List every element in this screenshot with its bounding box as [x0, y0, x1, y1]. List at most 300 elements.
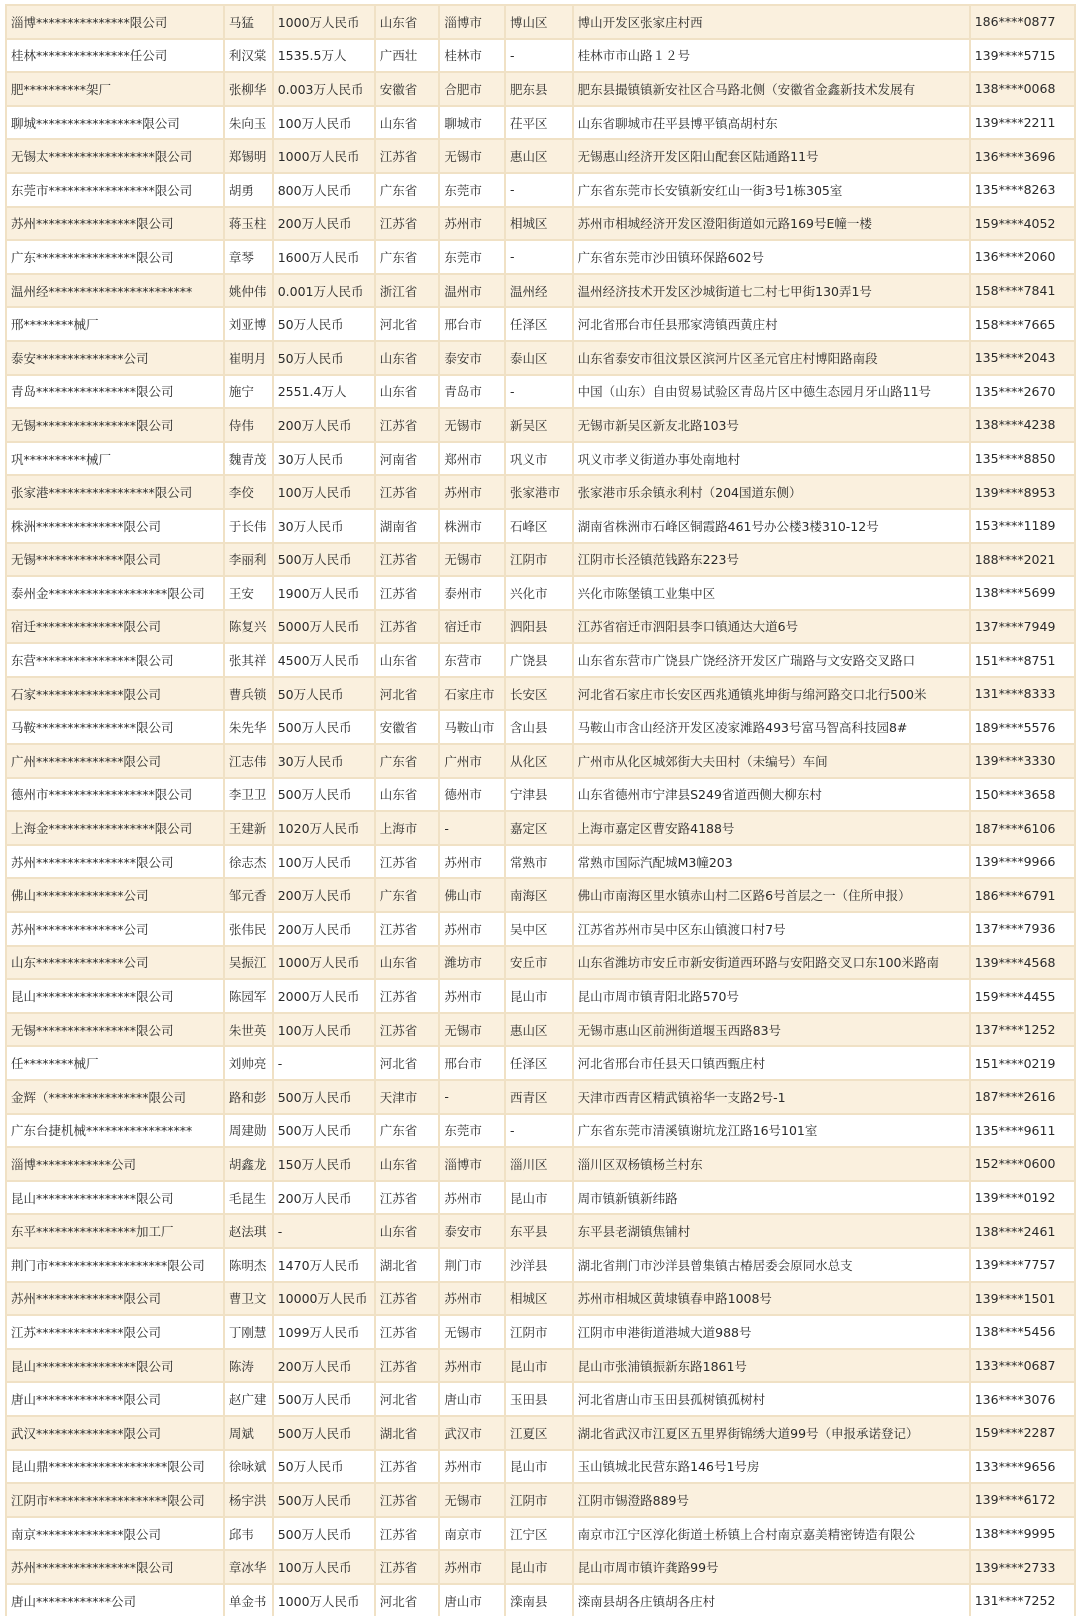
legal-rep-cell: 李卫卫 — [225, 779, 272, 811]
legal-rep-cell: 赵广建 — [225, 1383, 272, 1415]
phone-cell: 131****7252 — [971, 1585, 1074, 1617]
province-cell: 江苏省 — [376, 611, 439, 643]
phone-cell: 158****7841 — [971, 275, 1074, 307]
registered-capital-cell: - — [274, 1215, 374, 1247]
address-cell: 滦南县胡各庄镇胡各庄村 — [574, 1585, 969, 1617]
province-cell: 湖南省 — [376, 510, 439, 542]
phone-cell: 139****9966 — [971, 846, 1074, 878]
province-cell: 山东省 — [376, 1148, 439, 1180]
district-cell: 广饶县 — [506, 644, 572, 676]
province-cell: 山东省 — [376, 342, 439, 374]
city-cell: 石家庄市 — [440, 678, 504, 710]
city-cell: 荆门市 — [440, 1249, 504, 1281]
city-cell: 邢台市 — [440, 308, 504, 340]
legal-rep-cell: 单金书 — [225, 1585, 272, 1617]
legal-rep-cell: 章冰华 — [225, 1551, 272, 1583]
province-cell: 浙江省 — [376, 275, 439, 307]
city-cell: 德州市 — [440, 779, 504, 811]
table-row — [7, 913, 1074, 945]
province-cell: 江苏省 — [376, 140, 439, 172]
table-row — [7, 1417, 1074, 1449]
address-cell: 兴化市陈堡镇工业集中区 — [574, 577, 969, 609]
province-cell: 江苏省 — [376, 1451, 439, 1483]
legal-rep-cell: 张其祥 — [225, 644, 272, 676]
province-cell: 河南省 — [376, 443, 439, 475]
city-cell: 邢台市 — [440, 1047, 504, 1079]
address-cell: 常熟市国际汽配城M3幢203 — [574, 846, 969, 878]
registered-capital-cell: 150万人民币 — [274, 1148, 374, 1180]
registered-capital-cell: 0.003万人民币 — [274, 73, 374, 105]
phone-cell: 151****8751 — [971, 644, 1074, 676]
company-name-cell: 无锡太*****************限公司 — [7, 140, 223, 172]
phone-cell: 139****2211 — [971, 107, 1074, 139]
legal-rep-cell: 陈明杰 — [225, 1249, 272, 1281]
registered-capital-cell: 200万人民币 — [274, 913, 374, 945]
registered-capital-cell: 50万人民币 — [274, 308, 374, 340]
legal-rep-cell: 胡鑫龙 — [225, 1148, 272, 1180]
address-cell: 博山开发区张家庄村西 — [574, 6, 969, 38]
table-row — [7, 1148, 1074, 1180]
address-cell: 昆山市张浦镇振新东路1861号 — [574, 1350, 969, 1382]
phone-cell: 188****2021 — [971, 544, 1074, 576]
legal-rep-cell: 朱先华 — [225, 711, 272, 743]
district-cell: 石峰区 — [506, 510, 572, 542]
phone-cell: 139****2733 — [971, 1551, 1074, 1583]
registered-capital-cell: 100万人民币 — [274, 1551, 374, 1583]
company-name-cell: 唐山************公司 — [7, 1585, 223, 1617]
legal-rep-cell: 徐咏斌 — [225, 1451, 272, 1483]
city-cell: 苏州市 — [440, 1182, 504, 1214]
company-name-cell: 德州市*****************限公司 — [7, 779, 223, 811]
province-cell: 江苏省 — [376, 1350, 439, 1382]
phone-cell: 138****5699 — [971, 577, 1074, 609]
phone-cell: 158****7665 — [971, 308, 1074, 340]
company-name-cell: 山东**************公司 — [7, 947, 223, 979]
registered-capital-cell: 500万人民币 — [274, 1383, 374, 1415]
legal-rep-cell: 李佼 — [225, 476, 272, 508]
address-cell: 桂林市市山路１２号 — [574, 40, 969, 72]
city-cell: 苏州市 — [440, 913, 504, 945]
registered-capital-cell: 0.001万人民币 — [274, 275, 374, 307]
address-cell: 山东省潍坊市安丘市新安街道西环路与安阳路交叉口东100米路南 — [574, 947, 969, 979]
registered-capital-cell: 100万人民币 — [274, 846, 374, 878]
province-cell: 江苏省 — [376, 1182, 439, 1214]
registered-capital-cell: 500万人民币 — [274, 1115, 374, 1147]
legal-rep-cell: 毛昆生 — [225, 1182, 272, 1214]
legal-rep-cell: 王安 — [225, 577, 272, 609]
address-cell: 南京市江宁区淳化街道土桥镇上合村南京嘉美精密铸造有限公 — [574, 1518, 969, 1550]
registered-capital-cell: 1000万人民币 — [274, 947, 374, 979]
company-name-cell: 广州**************限公司 — [7, 745, 223, 777]
company-name-cell: 肥**********架厂 — [7, 73, 223, 105]
phone-cell: 137****7949 — [971, 611, 1074, 643]
province-cell: 广东省 — [376, 745, 439, 777]
address-cell: 湖北省荆门市沙洋县曾集镇古椿居委会原同水总支 — [574, 1249, 969, 1281]
city-cell: 无锡市 — [440, 1316, 504, 1348]
legal-rep-cell: 刘帅亮 — [225, 1047, 272, 1079]
legal-rep-cell: 陈涛 — [225, 1350, 272, 1382]
district-cell: 西青区 — [506, 1081, 572, 1113]
table-row — [7, 73, 1074, 105]
company-name-cell: 淄博************公司 — [7, 1148, 223, 1180]
district-cell: 茌平区 — [506, 107, 572, 139]
address-cell: 江阴市申港街道港城大道988号 — [574, 1316, 969, 1348]
phone-cell: 139****8953 — [971, 476, 1074, 508]
registered-capital-cell: 50万人民币 — [274, 678, 374, 710]
legal-rep-cell: 江志伟 — [225, 745, 272, 777]
registered-capital-cell: 1900万人民币 — [274, 577, 374, 609]
address-cell: 温州经济技术开发区沙城街道七二村七甲街130弄1号 — [574, 275, 969, 307]
address-cell: 苏州市相城区黄埭镇春申路1008号 — [574, 1283, 969, 1315]
city-cell: 苏州市 — [440, 1551, 504, 1583]
district-cell: 相城区 — [506, 1283, 572, 1315]
legal-rep-cell: 路和彭 — [225, 1081, 272, 1113]
address-cell: 天津市西青区精武镇裕华一支路2号-1 — [574, 1081, 969, 1113]
province-cell: 江苏省 — [376, 1518, 439, 1550]
company-name-cell: 江阴市*******************限公司 — [7, 1484, 223, 1516]
registered-capital-cell: 500万人民币 — [274, 1081, 374, 1113]
table-row — [7, 711, 1074, 743]
phone-cell: 135****2043 — [971, 342, 1074, 374]
address-cell: 广东省东莞市长安镇新安红山一街3号1栋305室 — [574, 174, 969, 206]
district-cell: 博山区 — [506, 6, 572, 38]
legal-rep-cell: 马猛 — [225, 6, 272, 38]
address-cell: 广东省东莞市沙田镇环保路602号 — [574, 241, 969, 273]
legal-rep-cell: 朱世英 — [225, 1014, 272, 1046]
registered-capital-cell: 1000万人民币 — [274, 6, 374, 38]
city-cell: 东莞市 — [440, 1115, 504, 1147]
district-cell: 惠山区 — [506, 1014, 572, 1046]
province-cell: 河北省 — [376, 1585, 439, 1617]
district-cell: 江阴市 — [506, 1316, 572, 1348]
city-cell: 无锡市 — [440, 409, 504, 441]
company-name-cell: 苏州**************公司 — [7, 913, 223, 945]
table-row — [7, 1081, 1074, 1113]
address-cell: 山东省东营市广饶县广饶经济开发区广瑞路与文安路交叉路口 — [574, 644, 969, 676]
district-cell: - — [506, 376, 572, 408]
city-cell: 佛山市 — [440, 879, 504, 911]
company-name-cell: 苏州****************限公司 — [7, 846, 223, 878]
company-name-cell: 苏州****************限公司 — [7, 208, 223, 240]
district-cell: 安丘市 — [506, 947, 572, 979]
registered-capital-cell: 200万人民币 — [274, 879, 374, 911]
phone-cell: 133****9656 — [971, 1451, 1074, 1483]
registered-capital-cell: 200万人民币 — [274, 208, 374, 240]
district-cell: 昆山市 — [506, 1451, 572, 1483]
company-name-cell: 张家港*****************限公司 — [7, 476, 223, 508]
company-name-cell: 桂林***************任公司 — [7, 40, 223, 72]
city-cell: 青岛市 — [440, 376, 504, 408]
table-row — [7, 275, 1074, 307]
address-cell: 无锡市新吴区新友北路103号 — [574, 409, 969, 441]
legal-rep-cell: 丁刚慧 — [225, 1316, 272, 1348]
legal-rep-cell: 周斌 — [225, 1417, 272, 1449]
phone-cell: 133****0687 — [971, 1350, 1074, 1382]
registered-capital-cell: 1020万人民币 — [274, 812, 374, 844]
phone-cell: 136****2060 — [971, 241, 1074, 273]
registered-capital-cell: 1000万人民币 — [274, 1585, 374, 1617]
registered-capital-cell: 30万人民币 — [274, 443, 374, 475]
table-row — [7, 1283, 1074, 1315]
company-name-cell: 巩**********械厂 — [7, 443, 223, 475]
legal-rep-cell: 李丽利 — [225, 544, 272, 576]
table-row — [7, 1484, 1074, 1516]
address-cell: 上海市嘉定区曹安路4188号 — [574, 812, 969, 844]
company-name-cell: 苏州****************限公司 — [7, 1551, 223, 1583]
province-cell: 山东省 — [376, 644, 439, 676]
district-cell: - — [506, 241, 572, 273]
legal-rep-cell: 张伟民 — [225, 913, 272, 945]
city-cell: 广州市 — [440, 745, 504, 777]
province-cell: 河北省 — [376, 678, 439, 710]
company-name-cell: 温州经*********************** — [7, 275, 223, 307]
company-table — [5, 4, 1076, 1619]
legal-rep-cell: 朱向玉 — [225, 107, 272, 139]
table-row — [7, 879, 1074, 911]
legal-rep-cell: 王建新 — [225, 812, 272, 844]
district-cell: 相城区 — [506, 208, 572, 240]
company-name-cell: 淄博***************限公司 — [7, 6, 223, 38]
province-cell: 上海市 — [376, 812, 439, 844]
phone-cell: 135****2670 — [971, 376, 1074, 408]
legal-rep-cell: 赵法琪 — [225, 1215, 272, 1247]
registered-capital-cell: 1600万人民币 — [274, 241, 374, 273]
city-cell: 合肥市 — [440, 73, 504, 105]
phone-cell: 152****0600 — [971, 1148, 1074, 1180]
district-cell: 任泽区 — [506, 1047, 572, 1079]
table-row — [7, 1047, 1074, 1079]
table-row — [7, 611, 1074, 643]
district-cell: - — [506, 174, 572, 206]
phone-cell: 139****1501 — [971, 1283, 1074, 1315]
registered-capital-cell: 50万人民币 — [274, 342, 374, 374]
registered-capital-cell: 500万人民币 — [274, 1484, 374, 1516]
legal-rep-cell: 曹卫文 — [225, 1283, 272, 1315]
table-row — [7, 745, 1074, 777]
legal-rep-cell: 张柳华 — [225, 73, 272, 105]
phone-cell: 186****0877 — [971, 6, 1074, 38]
company-name-cell: 昆山****************限公司 — [7, 980, 223, 1012]
address-cell: 淄川区双杨镇杨兰村东 — [574, 1148, 969, 1180]
district-cell: 常熟市 — [506, 846, 572, 878]
phone-cell: 159****4455 — [971, 980, 1074, 1012]
registered-capital-cell: 500万人民币 — [274, 544, 374, 576]
province-cell: 江苏省 — [376, 577, 439, 609]
city-cell: 苏州市 — [440, 1283, 504, 1315]
district-cell: 宁津县 — [506, 779, 572, 811]
legal-rep-cell: 郑锡明 — [225, 140, 272, 172]
phone-cell: 136****3696 — [971, 140, 1074, 172]
table-row — [7, 980, 1074, 1012]
phone-cell: 136****3076 — [971, 1383, 1074, 1415]
table-row — [7, 476, 1074, 508]
company-name-cell: 佛山**************公司 — [7, 879, 223, 911]
table-row — [7, 1451, 1074, 1483]
phone-cell: 131****8333 — [971, 678, 1074, 710]
phone-cell: 137****7936 — [971, 913, 1074, 945]
district-cell: 肥东县 — [506, 73, 572, 105]
province-cell: 广西壮 — [376, 40, 439, 72]
district-cell: 温州经 — [506, 275, 572, 307]
province-cell: 广东省 — [376, 1115, 439, 1147]
table-row — [7, 107, 1074, 139]
legal-rep-cell: 邱韦 — [225, 1518, 272, 1550]
registered-capital-cell: 500万人民币 — [274, 779, 374, 811]
legal-rep-cell: 于长伟 — [225, 510, 272, 542]
province-cell: 湖北省 — [376, 1249, 439, 1281]
province-cell: 广东省 — [376, 879, 439, 911]
province-cell: 湖北省 — [376, 1417, 439, 1449]
table-row — [7, 1115, 1074, 1147]
district-cell: 长安区 — [506, 678, 572, 710]
address-cell: 东平县老湖镇焦铺村 — [574, 1215, 969, 1247]
company-name-cell: 聊城*****************限公司 — [7, 107, 223, 139]
registered-capital-cell: 100万人民币 — [274, 107, 374, 139]
registered-capital-cell: 500万人民币 — [274, 711, 374, 743]
registered-capital-cell: 1000万人民币 — [274, 140, 374, 172]
city-cell: 郑州市 — [440, 443, 504, 475]
legal-rep-cell: 邹元香 — [225, 879, 272, 911]
registered-capital-cell: 4500万人民币 — [274, 644, 374, 676]
table-row — [7, 376, 1074, 408]
phone-cell: 135****8850 — [971, 443, 1074, 475]
district-cell: 昆山市 — [506, 1551, 572, 1583]
district-cell: 巩义市 — [506, 443, 572, 475]
address-cell: 河北省石家庄市长安区西兆通镇兆坤街与绵河路交口北行500米 — [574, 678, 969, 710]
city-cell: 泰州市 — [440, 577, 504, 609]
table-row — [7, 308, 1074, 340]
company-name-cell: 无锡**************限公司 — [7, 544, 223, 576]
province-cell: 江苏省 — [376, 1316, 439, 1348]
district-cell: 江夏区 — [506, 1417, 572, 1449]
phone-cell: 138****9995 — [971, 1518, 1074, 1550]
phone-cell: 137****1252 — [971, 1014, 1074, 1046]
province-cell: 山东省 — [376, 376, 439, 408]
city-cell: 淄博市 — [440, 1148, 504, 1180]
province-cell: 广东省 — [376, 241, 439, 273]
district-cell: 沙洋县 — [506, 1249, 572, 1281]
province-cell: 江苏省 — [376, 1551, 439, 1583]
registered-capital-cell: 100万人民币 — [274, 1014, 374, 1046]
legal-rep-cell: 刘亚博 — [225, 308, 272, 340]
registered-capital-cell: 500万人民币 — [274, 1518, 374, 1550]
registered-capital-cell: - — [274, 1047, 374, 1079]
city-cell: 东营市 — [440, 644, 504, 676]
address-cell: 湖北省武汉市江夏区五里界街锦绣大道99号（申报承诺登记） — [574, 1417, 969, 1449]
address-cell: 河北省邢台市任县邢家湾镇西黄庄村 — [574, 308, 969, 340]
address-cell: 河北省唐山市玉田县孤树镇孤树村 — [574, 1383, 969, 1415]
phone-cell: 139****3330 — [971, 745, 1074, 777]
registered-capital-cell: 200万人民币 — [274, 1350, 374, 1382]
company-name-cell: 无锡****************限公司 — [7, 409, 223, 441]
table-row — [7, 1551, 1074, 1583]
registered-capital-cell: 500万人民币 — [274, 1417, 374, 1449]
phone-cell: 135****8263 — [971, 174, 1074, 206]
table-row — [7, 1383, 1074, 1415]
province-cell: 河北省 — [376, 1047, 439, 1079]
city-cell: 东莞市 — [440, 241, 504, 273]
phone-cell: 135****9611 — [971, 1115, 1074, 1147]
table-row — [7, 1014, 1074, 1046]
city-cell: - — [440, 812, 504, 844]
table-row — [7, 140, 1074, 172]
address-cell: 马鞍山市含山经济开发区凌家滩路493号富马智高科技园8# — [574, 711, 969, 743]
city-cell: 无锡市 — [440, 140, 504, 172]
table-row — [7, 241, 1074, 273]
address-cell: 肥东县撮镇镇新安社区合马路北侧（安徽省金鑫新技术发展有 — [574, 73, 969, 105]
province-cell: 河北省 — [376, 1383, 439, 1415]
company-name-cell: 石家**************限公司 — [7, 678, 223, 710]
phone-cell: 139****5715 — [971, 40, 1074, 72]
company-name-cell: 上海金*****************限公司 — [7, 812, 223, 844]
district-cell: - — [506, 40, 572, 72]
city-cell: 聊城市 — [440, 107, 504, 139]
city-cell: 唐山市 — [440, 1383, 504, 1415]
district-cell: 任泽区 — [506, 308, 572, 340]
district-cell: 兴化市 — [506, 577, 572, 609]
address-cell: 江苏省宿迁市泗阳县李口镇通达大道6号 — [574, 611, 969, 643]
district-cell: 江阴市 — [506, 544, 572, 576]
district-cell: 南海区 — [506, 879, 572, 911]
company-name-cell: 金辉（****************限公司 — [7, 1081, 223, 1113]
table-row — [7, 947, 1074, 979]
company-name-cell: 泰州金*******************限公司 — [7, 577, 223, 609]
table-row — [7, 812, 1074, 844]
city-cell: 无锡市 — [440, 1014, 504, 1046]
city-cell: 无锡市 — [440, 544, 504, 576]
company-name-cell: 宿迁**************限公司 — [7, 611, 223, 643]
province-cell: 山东省 — [376, 6, 439, 38]
registered-capital-cell: 200万人民币 — [274, 1182, 374, 1214]
district-cell: 嘉定区 — [506, 812, 572, 844]
company-name-cell: 昆山鼎*******************限公司 — [7, 1451, 223, 1483]
registered-capital-cell: 30万人民币 — [274, 745, 374, 777]
legal-rep-cell: 利汉棠 — [225, 40, 272, 72]
table-row — [7, 846, 1074, 878]
address-cell: 广东省东莞市清溪镇谢坑龙江路16号101室 — [574, 1115, 969, 1147]
phone-cell: 151****0219 — [971, 1047, 1074, 1079]
table-row — [7, 510, 1074, 542]
legal-rep-cell: 姚仲伟 — [225, 275, 272, 307]
address-cell: 佛山市南海区里水镇赤山村二区路6号首层之一（住所申报） — [574, 879, 969, 911]
legal-rep-cell: 胡勇 — [225, 174, 272, 206]
province-cell: 山东省 — [376, 779, 439, 811]
company-name-cell: 株洲**************限公司 — [7, 510, 223, 542]
registered-capital-cell: 100万人民币 — [274, 476, 374, 508]
company-name-cell: 马鞍****************限公司 — [7, 711, 223, 743]
company-name-cell: 武汉**************限公司 — [7, 1417, 223, 1449]
province-cell: 河北省 — [376, 308, 439, 340]
phone-cell: 159****2287 — [971, 1417, 1074, 1449]
city-cell: 苏州市 — [440, 846, 504, 878]
legal-rep-cell: 杨宇洪 — [225, 1484, 272, 1516]
city-cell: 温州市 — [440, 275, 504, 307]
district-cell: 吴中区 — [506, 913, 572, 945]
province-cell: 江苏省 — [376, 208, 439, 240]
table-row — [7, 678, 1074, 710]
city-cell: 苏州市 — [440, 208, 504, 240]
city-cell: 南京市 — [440, 1518, 504, 1550]
phone-cell: 138****0068 — [971, 73, 1074, 105]
registered-capital-cell: 2551.4万人 — [274, 376, 374, 408]
company-name-cell: 任********械厂 — [7, 1047, 223, 1079]
city-cell: 东莞市 — [440, 174, 504, 206]
table-row — [7, 208, 1074, 240]
table-row — [7, 1182, 1074, 1214]
district-cell: 泰山区 — [506, 342, 572, 374]
phone-cell: 153****1189 — [971, 510, 1074, 542]
legal-rep-cell: 徐志杰 — [225, 846, 272, 878]
